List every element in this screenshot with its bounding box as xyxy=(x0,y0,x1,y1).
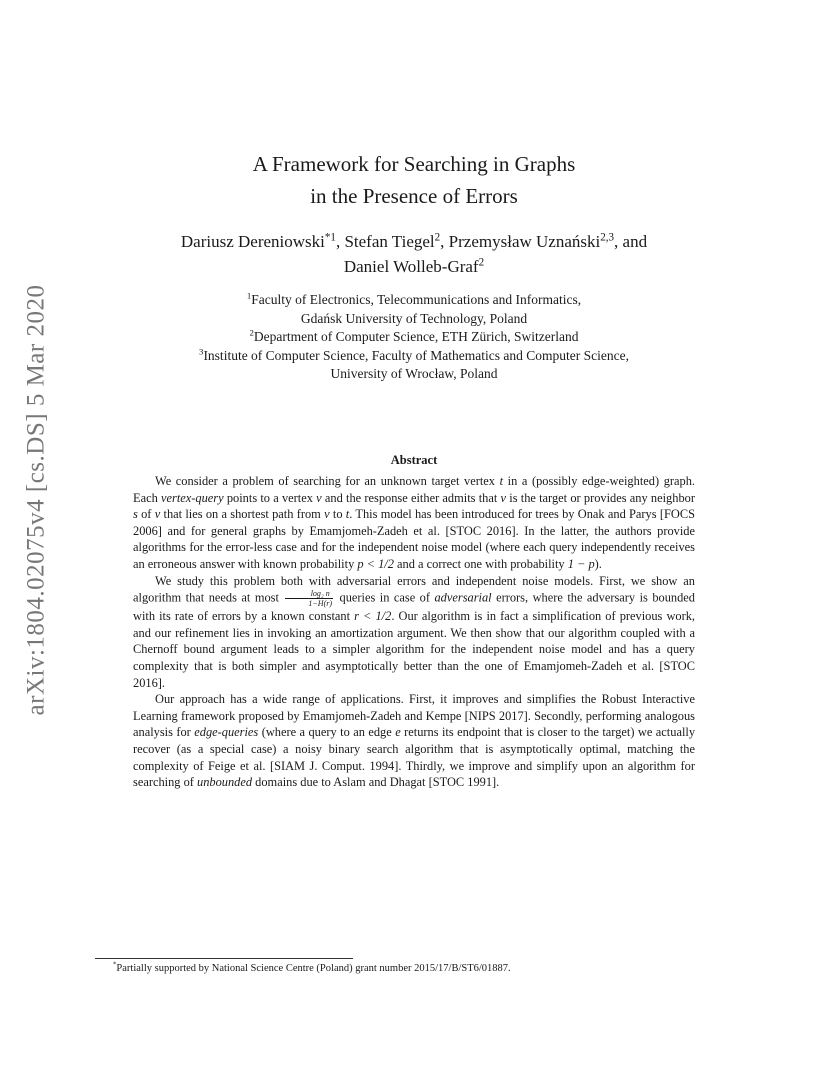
affiliation-line xyxy=(0,347,828,366)
title-line-2: in the Presence of Errors xyxy=(310,184,518,208)
author-affil-mark: 2,3 xyxy=(600,231,615,244)
text: We study this problem both with adversarial errors and independent noise models. First, we show an algorithm that needs at most xyxy=(133,573,695,605)
affil-mark: 1 xyxy=(246,290,252,301)
text: to xyxy=(329,507,346,522)
title-line-1: A Framework for Searching in Graphs xyxy=(252,152,576,176)
affiliation-line: University of Wrocław, Poland xyxy=(330,366,498,381)
affiliation-line xyxy=(0,328,828,347)
authors-line-1: Dariusz Dereniowski$^{*1}$, Stefan Tiegel$^2$, Przemysław Uznański$^{2,3}$, and xyxy=(180,231,648,251)
abstract-paragraph-3 xyxy=(133,691,695,791)
math: e xyxy=(395,725,401,740)
text: errors, where the adversary is bounded with its rate of errors by a known constant xyxy=(133,590,695,624)
abstract-paragraph-2 xyxy=(133,573,695,692)
author-name: Stefan Tiegel xyxy=(344,232,435,251)
fraction-denominator: 1−H(r) xyxy=(308,599,333,609)
emphasis: adversarial xyxy=(434,590,492,605)
affiliation-line: Gdańsk University of Technology, Poland xyxy=(300,310,528,326)
arxiv-identifier: arXiv:1804.02075v4 [cs.DS] 5 Mar 2020 xyxy=(22,284,50,716)
footnote-text: Partially supported by National Science Centre (Poland) grant number 2015/17/B/ST6/01887. xyxy=(116,963,511,974)
fraction-numerator: log₂ n xyxy=(285,589,333,599)
text: . This model has been introduced for trees by Onak and Parys [FOCS 2006] and for general graphs by Emamjomeh-Zadeh et al. [STOC 2016]. In the latter, the authors provide algorithms for the error-less case and for the independent noise model (where each query independently receives an erroneous answer with known probability xyxy=(133,507,695,571)
text: returns its endpoint that is closer to the target) we actually recover (as a special case) a noisy binary search algorithm that is asymptotically optimal, matching the complexity of Feige et al. [SIAM J. Comput. 1994]. Thirdly, we improve and simplify upon an algorithm for searching of xyxy=(133,725,696,790)
footnote-mark: * xyxy=(113,961,117,969)
math: v xyxy=(324,507,330,522)
text: that lies on a shortest path from xyxy=(160,507,325,522)
math: s xyxy=(133,507,138,522)
fraction xyxy=(285,589,333,608)
affiliation-text: Institute of Computer Science, Faculty of Mathematics and Computer Science, xyxy=(203,347,629,363)
math: 1 − p xyxy=(567,556,595,571)
text: points to a vertex xyxy=(223,490,317,505)
math: t xyxy=(345,507,350,522)
author-affil-mark: *1 xyxy=(324,231,336,244)
math: v xyxy=(500,490,507,505)
author-name: Daniel Wolleb-Graf xyxy=(343,257,479,276)
emphasis: vertex-query xyxy=(161,490,224,505)
affiliation-text: Faculty of Electronics, Telecommunications and Informatics, xyxy=(251,292,582,307)
author-affil-mark: 2 xyxy=(434,231,441,244)
math: r < 1/2 xyxy=(354,609,392,624)
abstract-paragraph-1 xyxy=(133,473,695,573)
math: p < 1/2 xyxy=(357,556,394,571)
footnote xyxy=(113,963,511,974)
author-affil-mark: 2 xyxy=(478,256,485,269)
text: Our approach has a wide range of applications. First, it improves and simplifies the Robust Interactive Learning framework proposed by Emamjomeh-Zadeh and Kempe [NIPS 2017]. Secondly, performing analogous analysis for xyxy=(133,692,695,740)
text: We consider a problem of searching for an unknown target vertex xyxy=(155,474,500,488)
text: and the response either admits that xyxy=(321,490,501,505)
author-name: Dariusz Dereniowski xyxy=(180,232,325,251)
math: v xyxy=(316,490,322,505)
text: domains due to Aslam and Dhagat [STOC 1991]. xyxy=(252,775,500,790)
text: . Our algorithm is in fact a simplification of previous work, and our refinement lies in invoking an amortization argument. We then show that our algorithm coupled with a Chernoff bound argument leads to a simpler algorithm for the independent noise model and has a query complexity that is both simpler and asymptotically better than the one of Emamjomeh-Zadeh et al. [STOC 2016]. xyxy=(133,609,696,690)
abstract-body xyxy=(133,473,695,791)
text: (where a query to an edge xyxy=(258,725,396,740)
math: v xyxy=(154,507,161,522)
text: queries in case of xyxy=(335,590,435,605)
author-list xyxy=(0,229,828,279)
affiliation-line xyxy=(0,291,828,310)
author-name: Przemysław Uznański xyxy=(448,232,601,251)
text: in a (possibly edge-weighted) graph. Each xyxy=(133,474,695,505)
authors-line-2 xyxy=(0,254,828,279)
abstract-heading: Abstract xyxy=(390,453,438,467)
emphasis: edge-queries xyxy=(194,725,259,740)
author-conjunction: , and xyxy=(614,232,648,251)
footnote-divider xyxy=(95,958,353,959)
emphasis: unbounded xyxy=(197,775,253,790)
paper-title xyxy=(0,148,828,212)
affil-mark: 3 xyxy=(199,346,204,356)
affil-mark: 2 xyxy=(249,327,254,338)
math: t xyxy=(499,474,504,488)
affiliation-list xyxy=(0,291,828,384)
affiliation-text: Department of Computer Science, ETH Zürich, Switzerland xyxy=(253,329,579,344)
text: is the target or provides any neighbor xyxy=(506,490,695,505)
text: of xyxy=(137,507,155,522)
text: and a correct one with probability xyxy=(393,556,568,571)
text: ). xyxy=(594,556,602,571)
